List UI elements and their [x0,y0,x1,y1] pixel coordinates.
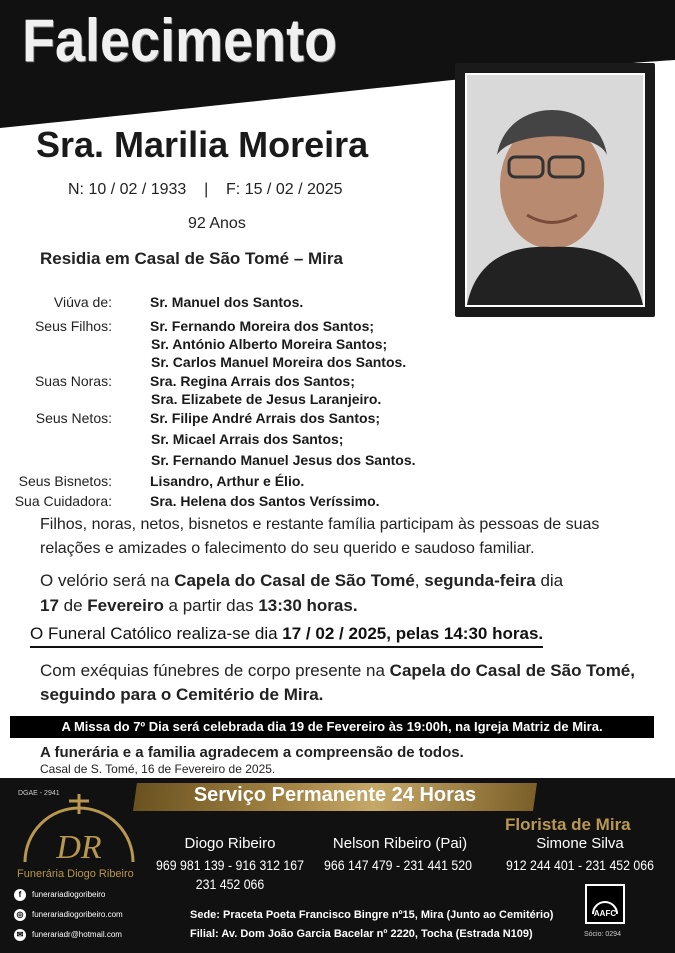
contact-phone[interactable]: 966 147 479 - 231 441 520 [324,857,472,873]
deceased-name: Sra. Marilia Moreira [36,124,369,165]
relative-value: Sr. Fernando Moreira dos Santos; [150,318,375,334]
relative-label: Suas Noras: [34,373,112,389]
contact-name: Simone Silva [536,835,624,852]
socio-number: Sócio: 0294 [584,931,621,938]
mass-announcement: A Missa do 7º Dia será celebrada dia 19 de Fevereiro às 19:00h, na Igreja Matriz de Mira. [10,716,654,738]
relative-value: Sra. Regina Arrais dos Santos; [150,373,355,389]
relative-value: Sra. Helena dos Santos Veríssimo. [150,493,380,509]
contact-name: Nelson Ribeiro (Pai) [332,835,468,852]
company-logo [15,792,143,872]
service-banner-text: Serviço Permanente 24 Horas [193,784,477,806]
wake-text: O velório será na Capela do Casal de São Tomé, segunda-feira dia 17 de Fevereiro a partir das 13:30 horas. [40,571,564,615]
relative-value: Lisandro, Arthur e Élio. [150,473,305,489]
funeral-text: O Funeral Católico realiza-se dia 17 / 02 / 2025, pelas 14:30 horas. [30,624,543,648]
relative-label: Seus Netos: [35,410,112,426]
facebook-link[interactable]: f funerariadiogoribeiro [14,889,105,901]
place-date: Casal de S. Tomé, 16 de Fevereiro de 2025. [40,762,276,776]
age: 92 Anos [188,215,246,232]
relative-value: Sr. Carlos Manuel Moreira dos Santos. [151,354,407,370]
aafc-logo [585,884,625,924]
facebook-icon: f [14,889,26,901]
sede-address: Sede: Praceta Poeta Francisco Bingre nº15, Mira (Junto ao Cemitério) [190,909,554,921]
instagram-icon: ◎ [14,909,26,921]
page-title: Falecimento [22,7,338,74]
thanks-text: A funerária e a familia agradecem a compreensão de todos. [40,744,464,761]
relative-value: Sr. Manuel dos Santos. [150,294,304,310]
relative-value: Sr. Filipe André Arrais dos Santos; [150,410,381,426]
announcement-text: Filhos, noras, netos, bisnetos e restante família participam às pessoas de suas relações e amizades o falecimento do seu querido e saudoso familiar. [40,516,600,557]
portrait-frame [455,63,655,317]
email-link[interactable]: ✉ funerariadr@hotmail.com [14,929,122,941]
contact-name: Diogo Ribeiro [184,835,276,852]
filial-address: Filial: Av. Dom João Garcia Bacelar nº 2220, Tocha (Estrada N109) [190,928,533,940]
florista-label: Florista de Mira [505,815,631,834]
portrait-photo [465,73,645,307]
birth-death-dates: N: 10 / 02 / 1933 | F: 15 / 02 / 2025 [68,181,343,198]
contact-phone[interactable]: 231 452 066 [195,876,265,892]
relative-label: Seus Bisnetos: [18,473,112,489]
exequias-text: Com exéquias fúnebres de corpo presente na Capela do Casal de São Tomé, seguindo para o Cemitério de Mira. [40,661,635,704]
website-link[interactable]: ◎ funerariadiogoribeiro.com [14,909,123,921]
dgae-code: DGAE - 2941 [18,790,60,797]
relative-value: Sr. António Alberto Moreira Santos; [151,336,388,352]
relative-value: Sr. Micael Arrais dos Santos; [151,431,344,447]
email-icon: ✉ [14,929,26,941]
svg-text:AAFC: AAFC [593,909,617,918]
relative-label: Seus Filhos: [34,318,112,334]
relative-value: Sra. Elizabete de Jesus Laranjeiro. [151,391,382,407]
residence: Residia em Casal de São Tomé – Mira [40,249,343,268]
relative-label: Sua Cuidadora: [14,493,112,509]
relative-value: Sr. Fernando Manuel Jesus dos Santos. [151,452,416,468]
contact-phone[interactable]: 969 981 139 - 916 312 167 [156,857,304,873]
svg-text:DR: DR [56,829,102,866]
relative-label: Viúva de: [53,294,112,310]
contact-phone[interactable]: 912 244 401 - 231 452 066 [506,857,654,873]
company-name: Funerária Diogo Ribeiro [17,868,134,880]
